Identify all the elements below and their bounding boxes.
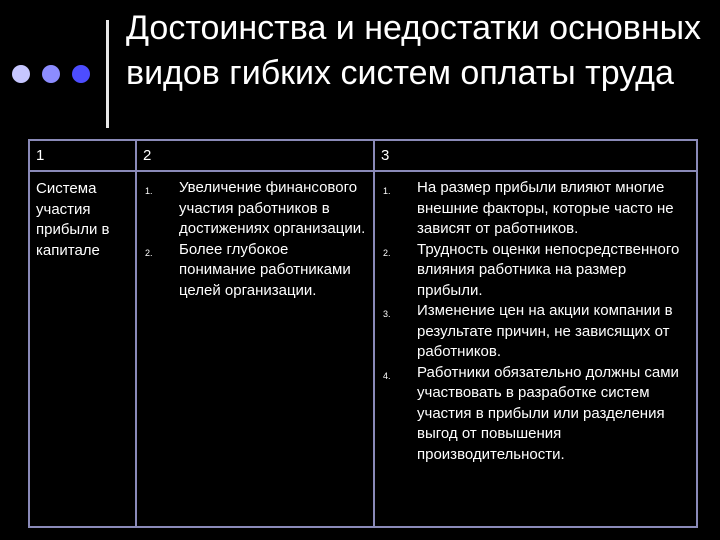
comparison-table [28, 139, 698, 528]
item-number: 1. [145, 186, 153, 196]
header-label-3: 3 [381, 147, 390, 164]
item-text: Увеличение финансового участия работников в достижениях организации. [179, 179, 366, 237]
dot-icon-light [12, 65, 30, 83]
disadvantages-cell [374, 171, 697, 527]
item-text: Работники обязательно должны сами участвовать в разработке систем участия в прибыли или разделения выгод от повышения производительности. [417, 363, 679, 463]
list-item [375, 178, 692, 240]
item-number: 2. [145, 247, 153, 258]
header-label-1: 1 [36, 147, 45, 164]
dot-icon-medium [42, 65, 60, 83]
list-item [375, 363, 692, 466]
disadvantages-list [375, 172, 696, 465]
list-item [137, 178, 369, 240]
item-text: На размер прибыли влияют многие внешние факторы, которые часто не зависят от работников. [417, 179, 674, 237]
item-text: Изменение цен на акции компании в результате причин, не зависящих от работников. [417, 302, 673, 360]
advantages-list [137, 172, 373, 301]
header-cell-1 [29, 140, 136, 171]
item-number: 2. [383, 247, 391, 258]
list-item [375, 301, 692, 363]
header-label-2: 2 [143, 147, 152, 164]
item-text: Более глубокое понимание работниками целей организации. [179, 240, 351, 299]
item-number: 4. [383, 370, 391, 381]
system-name-cell [29, 171, 136, 527]
item-text: Трудность оценки непосредственного влияния работника на размер прибыли. [417, 240, 680, 299]
list-item [375, 240, 692, 302]
slide-title: Достоинства и недостатки основных видов гибких систем оплаты труда [126, 9, 702, 92]
header-cell-3 [374, 140, 697, 171]
list-item [137, 240, 369, 302]
header-cell-2 [136, 140, 374, 171]
item-number: 1. [383, 186, 391, 196]
advantages-cell [136, 171, 374, 527]
title-divider [106, 20, 109, 128]
item-number: 3. [383, 309, 391, 319]
table-header-row [29, 140, 697, 171]
system-name: Система участия прибыли в капитале [36, 180, 110, 259]
table-row [29, 171, 697, 527]
dot-icon-dark [72, 65, 90, 83]
decorative-dots [12, 65, 94, 83]
